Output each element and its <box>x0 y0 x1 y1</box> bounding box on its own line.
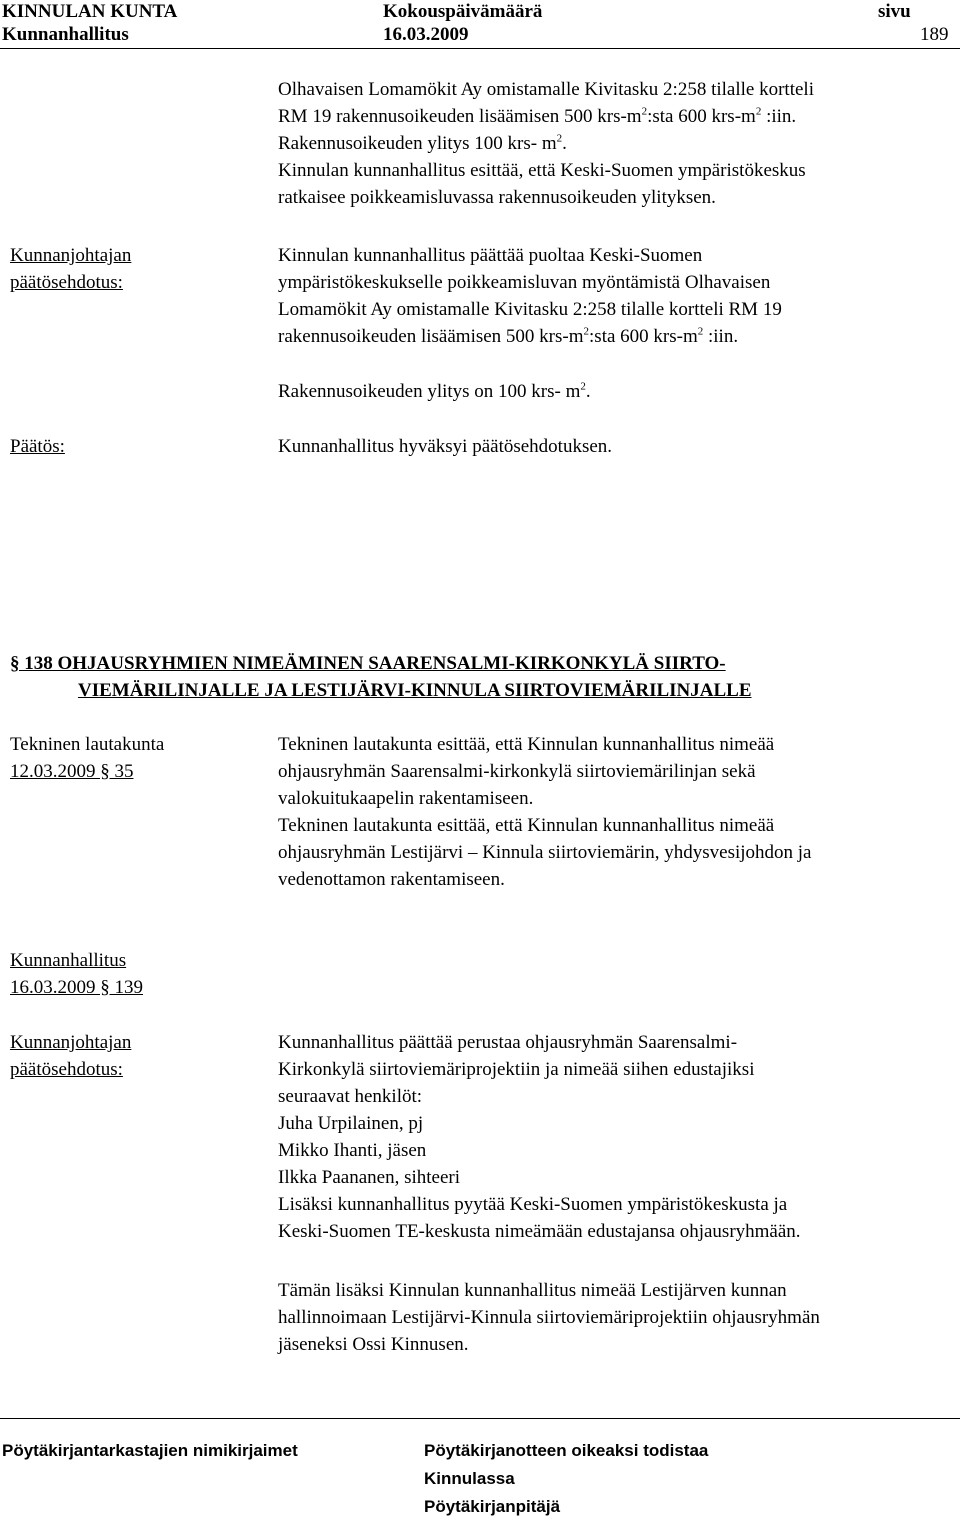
intro-line: Kinnulan kunnanhallitus esittää, että Keski-Suomen ympäristökeskus <box>278 160 806 181</box>
date-label: Kokouspäivämäärä <box>383 1 543 22</box>
footer-place: Kinnulassa <box>424 1469 515 1488</box>
footer-keeper: Pöytäkirjanpitäjä <box>424 1497 561 1516</box>
decision-label: Päätös: <box>10 436 65 457</box>
footer-certify: Pöytäkirjanotteen oikeaksi todistaa <box>424 1441 709 1460</box>
intro-line: RM 19 rakennusoikeuden lisäämisen 500 krs-$m^2:sta$ 600 krs-$m^2$ :iin. <box>278 105 797 127</box>
proposal-label: Kunnanjohtajan päätösehdotus: <box>10 245 132 293</box>
proposal-text: Kinnulan kunnanhallitus päättää puoltaa Keski-Suomen ympäristökeskukselle poikkeamisluvan myöntämistä Olhavaisen Lomamökit Ay omistamalle Kivitasku 2:258 tilalle kortteli RM 19 rakennusoikeuden lisäämisen 500 krs-$m^2:sta$ 600 krs-$m^2$ :iin. <box>278 245 782 347</box>
proposal-text-2: Kunnanhallitus päättää perustaa ohjausryhmän Saarensalmi- Kirkonkylä siirtoviemäriprojektiin ja nimeää siihen edustajiksi seuraavat henkilöt: Juha Urpilainen, pj Mikko Ihanti, jäsen Ilkka Paananen, sihteeri Lisäksi kunnanhallitus pyytää Keski-Suomen ympäristökeskusta ja Keski-Suomen TE-keskusta nimeämään edustajansa ohjausryhmään. <box>278 1032 801 1242</box>
intro-line: ratkaisee poikkeamisluvassa rakennusoikeuden ylityksen. <box>278 187 716 208</box>
page-label: sivu <box>878 1 911 22</box>
excess-text: Rakennusoikeuden ylitys on 100 krs- $m^2$. <box>278 380 591 402</box>
intro-line: Olhavaisen Lomamökit Ay omistamalle Kivitasku 2:258 tilalle kortteli <box>278 79 814 100</box>
proposal-label-2: Kunnanjohtajan päätösehdotus: <box>10 1032 132 1080</box>
extra-text: Tämän lisäksi Kinnulan kunnanhallitus nimeää Lestijärven kunnan hallinnoimaan Lestijärvi-Kinnula siirtoviemäriprojektiin ohjausryhmän jäseneksi Ossi Kinnusen. <box>278 1280 820 1355</box>
ref-board: Kunnanhallitus 16.03.2009 § 139 <box>10 950 143 998</box>
decision-text: Kunnanhallitus hyväksyi päätösehdotuksen. <box>278 436 613 457</box>
body-name: Kunnanhallitus <box>2 24 129 45</box>
section-heading-cont: VIEMÄRILINJALLE JA LESTIJÄRVI-KINNULA SIIRTOVIEMÄRILINJALLE <box>78 680 752 701</box>
page-number: 189 <box>920 24 949 45</box>
meeting-date: 16.03.2009 <box>383 24 469 45</box>
committee-text: Tekninen lautakunta esittää, että Kinnulan kunnanhallitus nimeää ohjausryhmän Saarensalmi-kirkonkylä siirtoviemärilinjan sekä valokuitukaapelin rakentamiseen. Tekninen lautakunta esittää, että Kinnulan kunnanhallitus nimeää ohjausryhmän Lestijärvi – Kinnula siirtoviemärin, yhdysvesijohdon ja vedenottamon rakentamiseen. <box>278 734 812 890</box>
ref-committee: Tekninen lautakunta 12.03.2009 § 35 <box>10 734 165 782</box>
org-name: KINNULAN KUNTA <box>2 1 178 22</box>
footer-initials: Pöytäkirjantarkastajien nimikirjaimet <box>2 1441 298 1460</box>
section-heading: § 138 OHJAUSRYHMIEN NIMEÄMINEN SAARENSALMI-KIRKONKYLÄ SIIRTO- <box>10 653 726 674</box>
page-footer <box>0 1418 960 1516</box>
intro-line: Rakennusoikeuden ylitys 100 krs- $m^2$. <box>278 132 567 154</box>
page-header <box>0 0 960 49</box>
intro-text <box>278 76 958 211</box>
